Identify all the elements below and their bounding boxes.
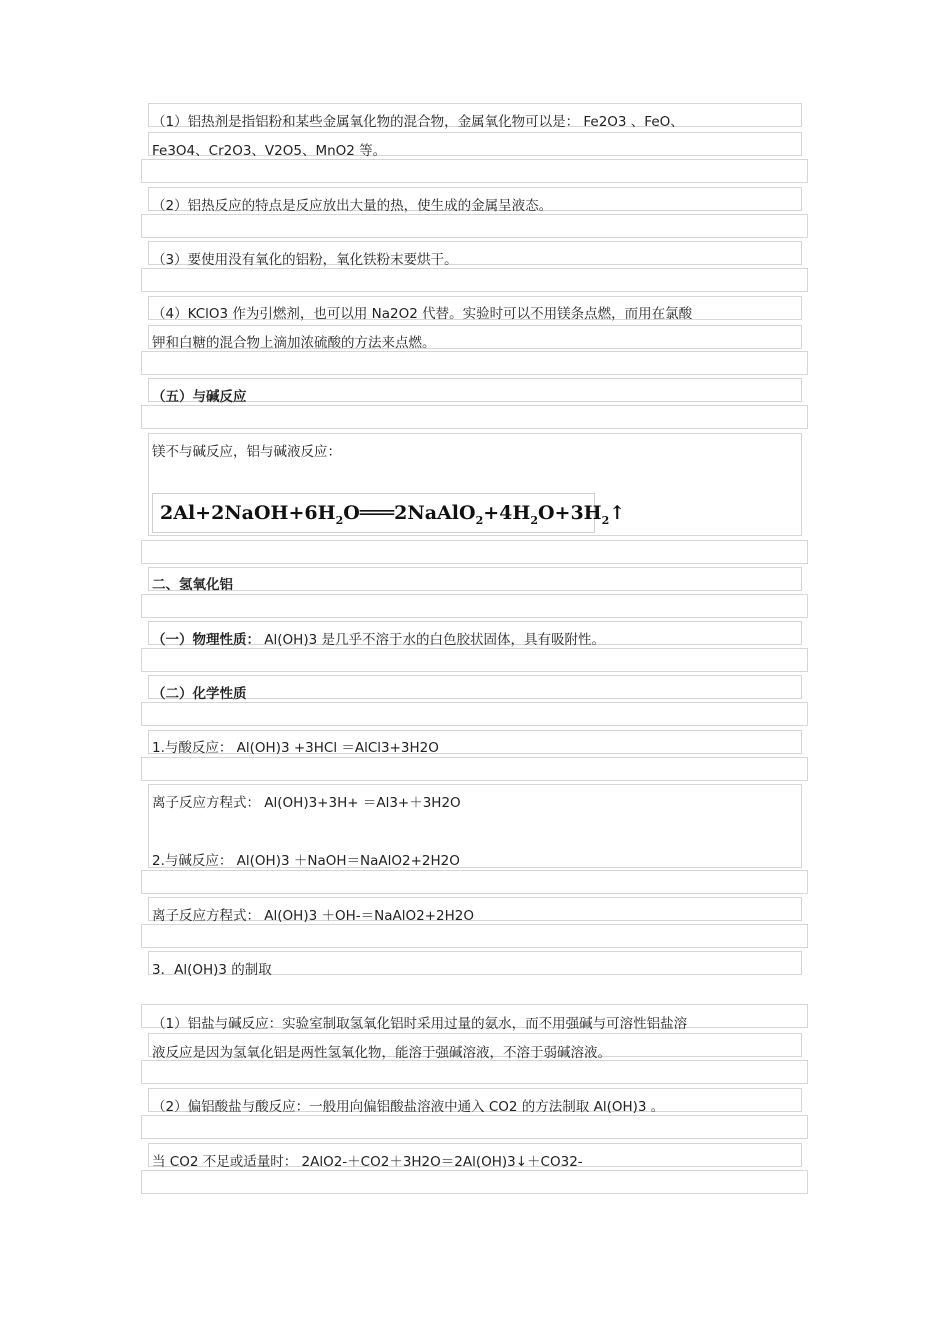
frame-22	[141, 757, 808, 781]
ionic-equation-acid: 离子反应方程式： Al(OH)3+3H+ ＝Al3+＋3H2O	[152, 795, 461, 811]
frame-34	[141, 1170, 808, 1194]
frame-26	[141, 924, 808, 948]
paragraph-3: （3）要使用没有氧化的铝粉，氧化铁粉末要烘干。	[152, 252, 458, 268]
frame-5	[141, 214, 808, 238]
paragraph-4-line-1: （4）KClO3 作为引燃剂，也可以用 Na2O2 代替。实验时可以不用镁条点燃，而用在氯酸	[152, 306, 693, 322]
frame-3	[141, 159, 808, 183]
frame-10	[141, 351, 808, 375]
section-heading-aluminum-hydroxide: 二、氢氧化铝	[152, 577, 233, 593]
physical-properties	[152, 631, 605, 649]
frame-18	[141, 648, 808, 672]
preparation-1-line-1: （1）铝盐与碱反应：实验室制取氢氧化铝时采用过量的氨水，而不用强碱与可溶性铝盐溶	[152, 1016, 688, 1032]
preparation-co2-condition: 当 CO2 不足或适量时： 2AlO2-＋CO2＋3H2O＝2Al(OH)3↓＋CO32-	[152, 1154, 583, 1170]
paragraph-2: （2）铝热反应的特点是反应放出大量的热，使生成的金属呈液态。	[152, 198, 553, 214]
equation-aluminum-naoh: $2Al+2NaOH+6H_2O═══2NaAlO_2+4H_2O+3H_2↑$	[160, 502, 626, 527]
frame-15	[148, 567, 802, 591]
frame-30	[141, 1060, 808, 1084]
paragraph-1-line-1: （1）铝热剂是指铝粉和某些金属氧化物的混合物，金属氧化物可以是： Fe2O3 、FeO、	[152, 114, 684, 130]
paragraph-1-line-2: Fe3O4、Cr2O3、V2O5、MnO2 等。	[152, 143, 387, 159]
physical-properties-label: （一）物理性质：	[152, 632, 260, 648]
frame-7	[141, 268, 808, 292]
frame-24	[141, 870, 808, 894]
physical-properties-text: Al(OH)3 是几乎不溶于水的白色胶状固体，具有吸附性。	[260, 632, 605, 648]
paragraph-base-reaction: 镁不与碱反应，铝与碱液反应：	[152, 444, 341, 460]
preparation-1-line-2: 液反应是因为氢氧化铝是两性氢氧化物，能溶于强碱溶液，不溶于弱碱溶液。	[152, 1045, 611, 1061]
preparation-heading: 3．Al(OH)3 的制取	[152, 962, 272, 978]
frame-12	[141, 405, 808, 429]
frame-32	[141, 1115, 808, 1139]
frame-14	[141, 540, 808, 564]
ionic-equation-base: 离子反应方程式： Al(OH)3 ＋OH-＝NaAlO2+2H2O	[152, 908, 474, 924]
base-reaction: 2.与碱反应： Al(OH)3 ＋NaOH＝NaAlO2+2H2O	[152, 853, 460, 869]
paragraph-4-line-2: 钾和白糖的混合物上滴加浓硫酸的方法来点燃。	[152, 335, 436, 351]
frame-16	[141, 594, 808, 618]
section-heading-base-reaction: （五）与碱反应	[152, 389, 247, 405]
preparation-2: （2）偏铝酸盐与酸反应：一般用向偏铝酸盐溶液中通入 CO2 的方法制取 Al(OH)3 。	[152, 1099, 665, 1115]
frame-20	[141, 702, 808, 726]
chemical-properties-heading: （二）化学性质	[152, 686, 247, 702]
acid-reaction: 1.与酸反应： Al(OH)3 +3HCl ＝AlCl3+3H2O	[152, 740, 439, 756]
